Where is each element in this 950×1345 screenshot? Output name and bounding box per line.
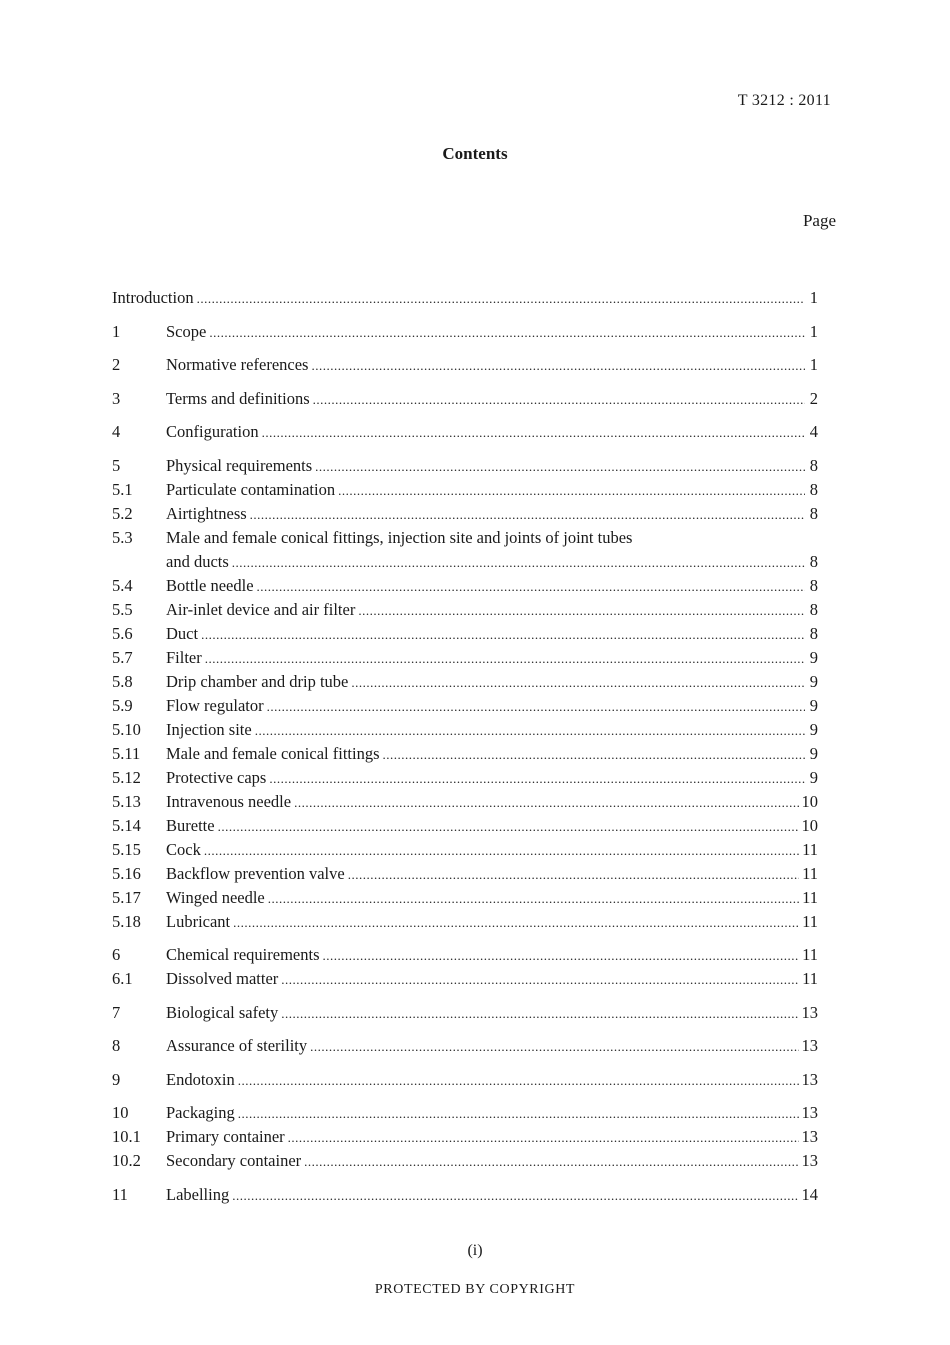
- toc-entry-page: 13: [801, 1103, 818, 1122]
- toc-entry[interactable]: [112, 718, 818, 742]
- dot-leader: [233, 911, 799, 935]
- toc-entry-title: Injection site: [166, 719, 252, 739]
- toc-entry-number: 5.3: [112, 527, 133, 547]
- toc-entry[interactable]: [112, 598, 818, 622]
- toc-entry-title: Biological safety: [166, 1002, 279, 1022]
- dot-leader: [310, 1035, 798, 1059]
- toc-entry-title: Air-inlet device and air filter: [166, 599, 356, 619]
- toc-entry-title: Normative references: [166, 355, 309, 374]
- toc-entry-page: 13: [801, 1151, 818, 1170]
- toc-entry[interactable]: [112, 694, 818, 718]
- dot-leader: [238, 1069, 799, 1093]
- toc-entry-number: 5.7: [112, 647, 133, 667]
- toc-entry[interactable]: [112, 670, 818, 694]
- toc-entry-page: 13: [801, 1127, 818, 1146]
- dot-leader: [201, 623, 805, 647]
- toc-entry-title: Chemical requirements: [166, 945, 320, 964]
- toc-entry-line[interactable]: [112, 526, 818, 550]
- toc-entry[interactable]: [112, 387, 818, 411]
- toc-entry-page: 1: [809, 355, 818, 374]
- toc-entry-title: Secondary container: [166, 1151, 302, 1170]
- toc-entry[interactable]: [112, 814, 818, 838]
- toc-entry-number: 5.9: [112, 695, 133, 715]
- toc-entry[interactable]: [112, 742, 818, 766]
- toc-entry[interactable]: [112, 838, 818, 862]
- toc-entry-page: 11: [802, 887, 818, 907]
- toc-entry-number: 5.11: [112, 743, 141, 763]
- dot-leader: [262, 421, 805, 445]
- dot-leader: [257, 575, 805, 599]
- toc-entry-number: 8: [112, 1036, 121, 1055]
- toc-entry-page: 11: [802, 969, 818, 988]
- toc-entry-title: Flow regulator: [166, 695, 264, 715]
- toc-entry[interactable]: [112, 550, 818, 574]
- dot-leader: [204, 839, 799, 863]
- page-title: Contents: [442, 144, 508, 163]
- toc-entry-page: 11: [802, 911, 818, 931]
- toc-entry-number: 6.1: [112, 969, 133, 988]
- toc-entry[interactable]: [112, 1001, 818, 1025]
- toc-entry-title: Endotoxin: [166, 1069, 235, 1089]
- dot-leader: [209, 321, 805, 345]
- toc-entry-number: 2: [112, 355, 121, 374]
- toc-entry-title: Duct: [166, 623, 199, 643]
- toc-entry-number: 1: [112, 321, 121, 341]
- toc-entry-title: Cock: [166, 839, 201, 859]
- toc-entry-number: 5.8: [112, 671, 133, 691]
- page-folio: (i): [467, 1242, 483, 1259]
- toc-entry-page: 9: [809, 767, 818, 787]
- toc-entry-title: Lubricant: [166, 911, 231, 931]
- dot-leader: [294, 791, 798, 815]
- toc-entry-title: Drip chamber and drip tube: [166, 671, 349, 691]
- toc-entry[interactable]: [112, 1068, 818, 1092]
- dot-leader: [383, 743, 805, 767]
- toc-entry-page: 9: [809, 647, 818, 667]
- toc-entry-page: 8: [809, 455, 818, 475]
- toc-entry-title: Primary container: [166, 1127, 285, 1146]
- toc-entry-title: Airtightness: [166, 503, 247, 523]
- dot-leader: [268, 887, 799, 911]
- toc-entry-title: Physical requirements: [166, 455, 313, 475]
- dot-leader: [281, 1002, 798, 1026]
- toc-entry-page: 8: [809, 551, 818, 571]
- toc-entry-page: 4: [809, 422, 818, 441]
- standard-number: T 3212 : 2011: [737, 92, 831, 109]
- toc-entry-title: Terms and definitions: [166, 388, 310, 408]
- toc-entry-page: 8: [809, 479, 818, 499]
- dot-leader: [267, 695, 805, 719]
- toc-entry[interactable]: [112, 910, 818, 934]
- toc-entry-number: 5.14: [112, 815, 141, 835]
- toc-entry-title: Dissolved matter: [166, 969, 279, 988]
- toc-entry-page: 9: [809, 743, 818, 763]
- toc-entry[interactable]: [112, 967, 818, 991]
- toc-entry-title: Labelling: [166, 1184, 230, 1204]
- toc-entry[interactable]: [112, 646, 818, 670]
- toc-entry-number: 3: [112, 388, 121, 408]
- toc-entry-page: 8: [809, 575, 818, 595]
- dot-leader: [255, 719, 805, 743]
- dot-leader: [218, 815, 799, 839]
- toc-entry[interactable]: [112, 574, 818, 598]
- toc-entry-title: Male and female conical fittings, injection site and joints of joint tubes: [166, 527, 633, 547]
- toc-entry-title: Bottle needle: [166, 575, 254, 595]
- toc-entry-number: 5.2: [112, 503, 133, 523]
- copyright-notice: PROTECTED BY COPYRIGHT: [374, 1282, 576, 1297]
- toc-entry[interactable]: [112, 502, 818, 526]
- toc-entry-title: Male and female conical fittings: [166, 743, 380, 763]
- toc-entry[interactable]: [112, 862, 818, 886]
- toc-entry-page: 11: [802, 945, 818, 964]
- toc-entry-title: Configuration: [166, 422, 259, 441]
- toc-entry-number: 10.1: [112, 1127, 141, 1146]
- toc-entry-page: 8: [809, 623, 818, 643]
- toc-entry-page: 13: [801, 1036, 818, 1055]
- toc-entry-title: Backflow prevention valve: [166, 863, 345, 883]
- toc-entry-page: 9: [809, 719, 818, 739]
- dot-leader: [232, 1184, 798, 1208]
- toc-entry-number: 5.5: [112, 599, 133, 619]
- toc-entry-page: 13: [801, 1069, 818, 1089]
- dot-leader: [232, 551, 805, 575]
- dot-leader: [315, 455, 805, 479]
- toc-entry-page: 10: [801, 815, 818, 835]
- toc-entry-number: 5.4: [112, 575, 133, 595]
- dot-leader: [304, 1150, 798, 1174]
- dot-leader: [288, 1126, 799, 1150]
- toc-entry-title: Scope: [166, 321, 207, 341]
- toc-entry[interactable]: [112, 420, 818, 444]
- toc-entry-page: 2: [809, 388, 818, 408]
- toc-entry-number: 5.17: [112, 887, 141, 907]
- toc-entry-title: Intravenous needle: [166, 791, 292, 811]
- toc-entry-title: Introduction: [112, 288, 194, 307]
- toc-entry-introduction[interactable]: [112, 286, 818, 310]
- toc-entry-page: 1: [809, 321, 818, 341]
- toc-entry-number: 10: [112, 1103, 129, 1122]
- dot-leader: [351, 671, 805, 695]
- toc-entry[interactable]: [112, 353, 818, 377]
- toc-entry-number: 9: [112, 1069, 121, 1089]
- toc-entry-number: 5.18: [112, 911, 141, 931]
- toc-entry-title: Burette: [166, 815, 215, 835]
- toc-entry-number: 5.16: [112, 863, 141, 883]
- dot-leader: [281, 968, 799, 992]
- toc-entry[interactable]: [112, 1034, 818, 1058]
- toc-entry[interactable]: [112, 454, 818, 478]
- toc-entry-title: Protective caps: [166, 767, 267, 787]
- toc-entry-page: 11: [802, 863, 818, 883]
- toc-entry[interactable]: [112, 478, 818, 502]
- dot-leader: [311, 354, 805, 378]
- toc-entry-title: Particulate contamination: [166, 479, 336, 499]
- toc-entry[interactable]: [112, 1149, 818, 1173]
- toc-entry-number: 5.6: [112, 623, 133, 643]
- toc-entry-page: 9: [809, 695, 818, 715]
- dot-leader: [197, 287, 805, 311]
- toc-entry-list: [112, 320, 818, 1207]
- toc-entry-number: 11: [112, 1184, 128, 1204]
- toc-entry[interactable]: [112, 886, 818, 910]
- toc-entry[interactable]: [112, 1183, 818, 1207]
- toc-entry-number: 6: [112, 945, 121, 964]
- toc-entry-page: 14: [801, 1184, 818, 1204]
- toc-entry-number: 10.2: [112, 1151, 141, 1170]
- dot-leader: [238, 1102, 799, 1126]
- dot-leader: [323, 944, 800, 968]
- toc-entry-number: 4: [112, 422, 121, 441]
- toc-entry[interactable]: [112, 320, 818, 344]
- toc-entry-title: Filter: [166, 647, 202, 667]
- page-column-label: Page: [802, 211, 836, 230]
- dot-leader: [358, 599, 805, 623]
- toc-entry-number: 5.15: [112, 839, 141, 859]
- toc-entry[interactable]: [112, 943, 818, 967]
- toc-entry-number: 5.13: [112, 791, 141, 811]
- toc-entry-page: 13: [801, 1002, 818, 1022]
- toc-entry-title: Winged needle: [166, 887, 265, 907]
- dot-leader: [338, 479, 805, 503]
- toc-entry-page: 9: [809, 671, 818, 691]
- toc-entry[interactable]: [112, 1101, 818, 1125]
- toc-entry-page: 8: [809, 503, 818, 523]
- dot-leader: [348, 863, 799, 887]
- toc-entry[interactable]: [112, 1125, 818, 1149]
- toc-entry-title: Assurance of sterility: [166, 1036, 308, 1055]
- toc-entry-page: 11: [802, 839, 818, 859]
- toc-entry-number: 5.1: [112, 479, 133, 499]
- toc-entry-number: 5: [112, 455, 121, 475]
- toc-entry-number: 5.10: [112, 719, 141, 739]
- toc-entry[interactable]: [112, 766, 818, 790]
- toc-entry-number: 5.12: [112, 767, 141, 787]
- toc-entry-number: 7: [112, 1002, 121, 1022]
- dot-leader: [205, 647, 805, 671]
- dot-leader: [313, 388, 805, 412]
- toc-entry-page: 8: [809, 599, 818, 619]
- toc-entry-page: 10: [801, 791, 818, 811]
- toc-entry-page: 1: [809, 288, 818, 307]
- dot-leader: [269, 767, 805, 791]
- toc-entry[interactable]: [112, 790, 818, 814]
- toc-entry-title: and ducts: [166, 551, 229, 571]
- toc-entry-title: Packaging: [166, 1103, 235, 1122]
- table-of-contents: [112, 286, 818, 1207]
- toc-entry[interactable]: [112, 622, 818, 646]
- dot-leader: [250, 503, 805, 527]
